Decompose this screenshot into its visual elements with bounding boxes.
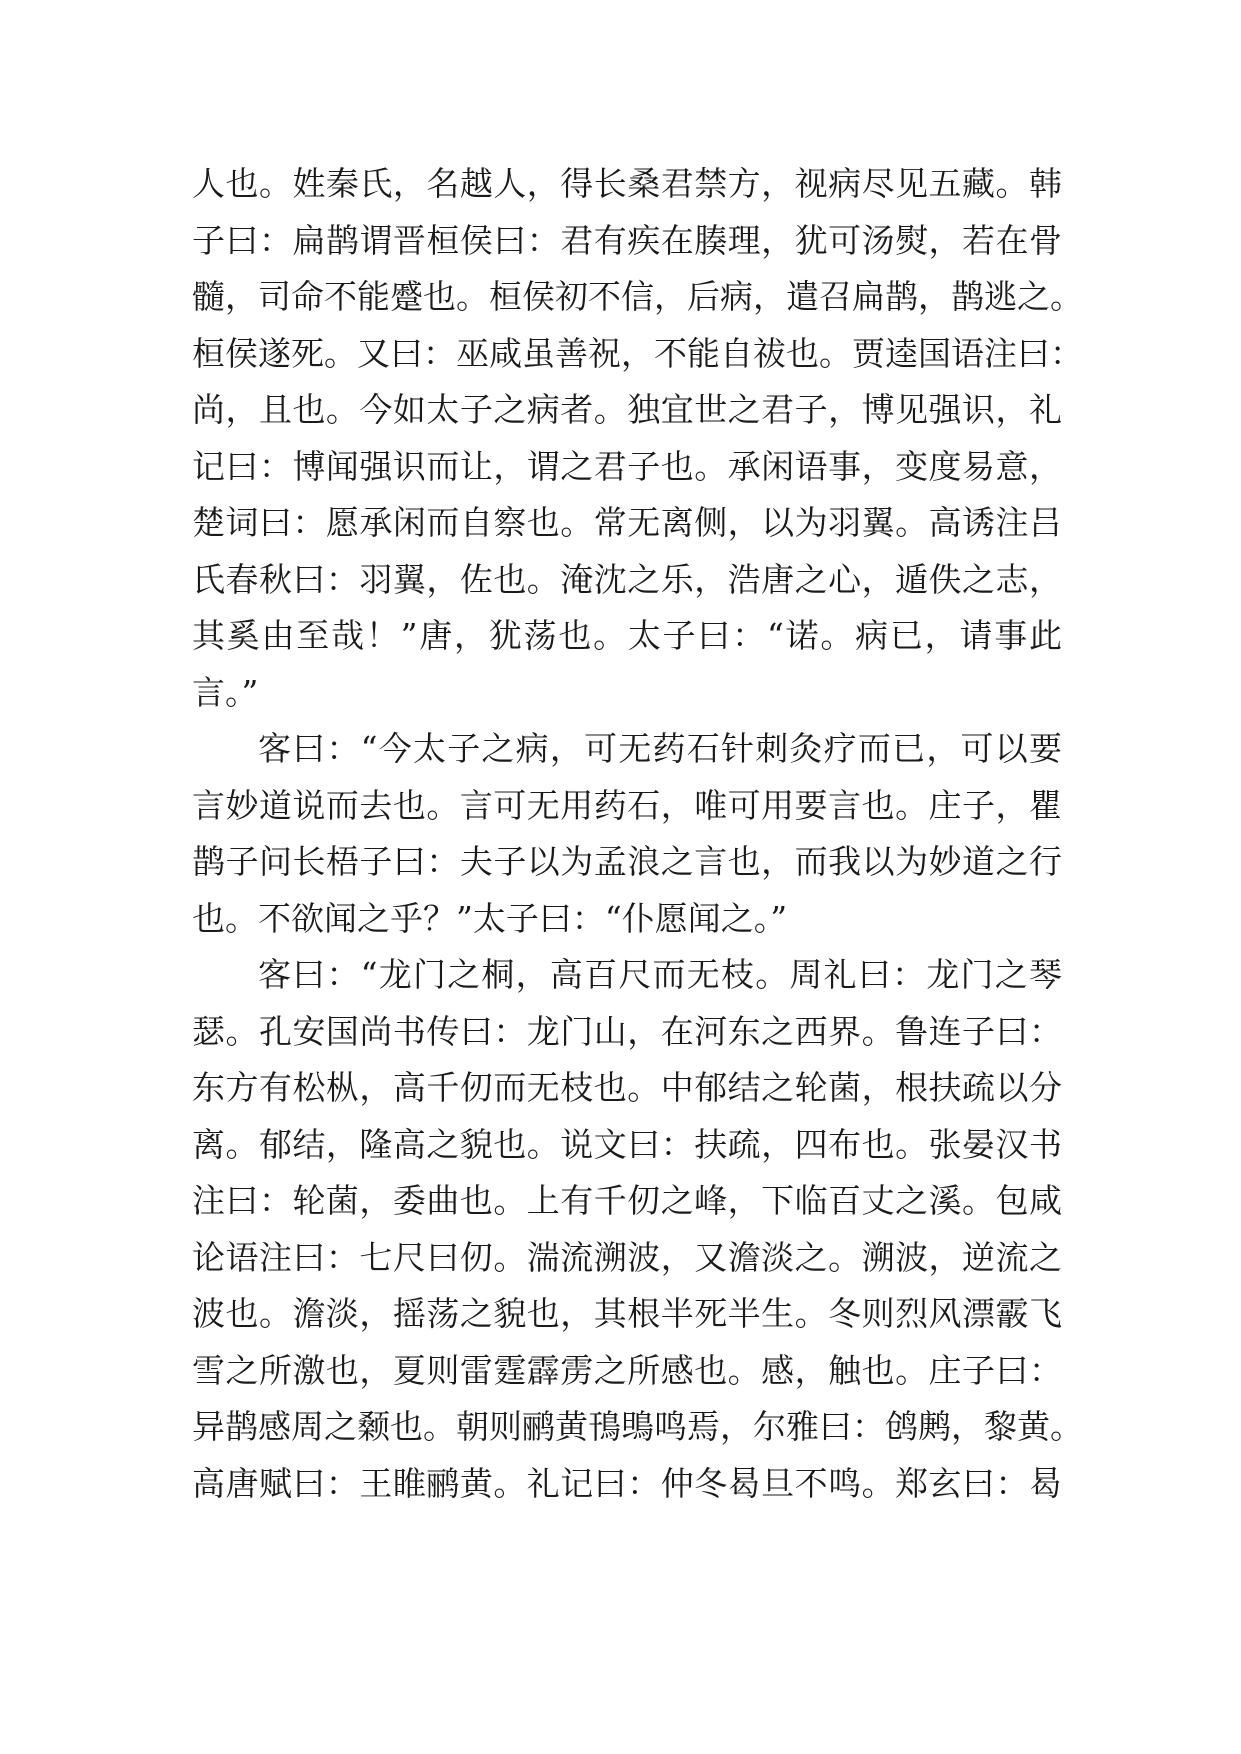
text-line: 离。郁结，隆高之貌也。说文曰：扶疏，四布也。张晏汉书 — [192, 1124, 1062, 1164]
text-line: 其奚由至哉！”唐，犹荡也。太子曰：“诺。病已，请事此 — [192, 616, 1062, 655]
text-line: 记曰：博闻强识而让，谓之君子也。承闲语事，变度易意， — [192, 446, 1062, 486]
text-line: 言妙道说而去也。言可无用药石，唯可用要言也。庄子，瞿 — [192, 785, 1062, 825]
text-line: 尚，且也。今如太子之病者。独宜世之君子，博见强识，礼 — [192, 390, 1062, 429]
text-line: 客曰：“龙门之桐，高百尺而无枝。周礼曰：龙门之琴 — [258, 955, 1062, 994]
text-line: 注曰：轮菌，委曲也。上有千仞之峰，下临百丈之溪。包咸 — [192, 1181, 1062, 1220]
text-line: 异鹊感周之颡也。朝则鹂黄鳱鴠鸣焉，尔雅曰：鸧鹒，黎黄。 — [192, 1407, 1083, 1446]
text-line: 论语注曰：七尺曰仞。湍流溯波，又澹淡之。溯波，逆流之 — [192, 1237, 1062, 1277]
text-line: 瑟。孔安国尚书传曰：龙门山，在河东之西界。鲁连子曰： — [192, 1011, 1062, 1051]
body-text — [192, 156, 1083, 1512]
text-line: 客曰：“今太子之病，可无药石针刺灸疗而已，可以要 — [258, 729, 1062, 768]
text-line: 波也。澹淡，摇荡之貌也，其根半死半生。冬则烈风漂霰飞 — [192, 1294, 1062, 1333]
text-line: 言。” — [192, 672, 259, 712]
text-line: 雪之所激也，夏则雷霆霹雳之所感也。感，触也。庄子曰： — [192, 1350, 1062, 1390]
text-line: 髓，司命不能蹙也。桓侯初不信，后病，遣召扁鹊，鹊逃之。 — [192, 277, 1083, 316]
text-line: 高唐赋曰：王睢鹂黄。礼记曰：仲冬曷旦不鸣。郑玄曰：曷 — [192, 1463, 1062, 1503]
text-line: 楚词曰：愿承闲而自察也。常无离侧，以为羽翼。高诱注吕 — [192, 503, 1062, 542]
text-line: 氏春秋曰：羽翼，佐也。淹沈之乐，浩唐之心，遁佚之志， — [192, 559, 1062, 599]
text-line: 也。不欲闻之乎？”太子曰：“仆愿闻之。” — [192, 898, 788, 938]
text-line: 东方有松枞，高千仞而无枝也。中郁结之轮菌，根扶疏以分 — [192, 1068, 1062, 1107]
text-line: 桓侯遂死。又曰：巫咸虽善祝，不能自祓也。贾逵国语注曰： — [192, 333, 1083, 373]
text-line: 人也。姓秦氏，名越人，得长桑君禁方，视病尽见五藏。韩 — [192, 164, 1062, 203]
text-line: 鹊子问长梧子曰：夫子以为孟浪之言也，而我以为妙道之行 — [192, 842, 1062, 881]
text-line: 子曰：扁鹊谓晋桓侯曰：君有疾在腠理，犹可汤熨，若在骨 — [192, 220, 1062, 260]
